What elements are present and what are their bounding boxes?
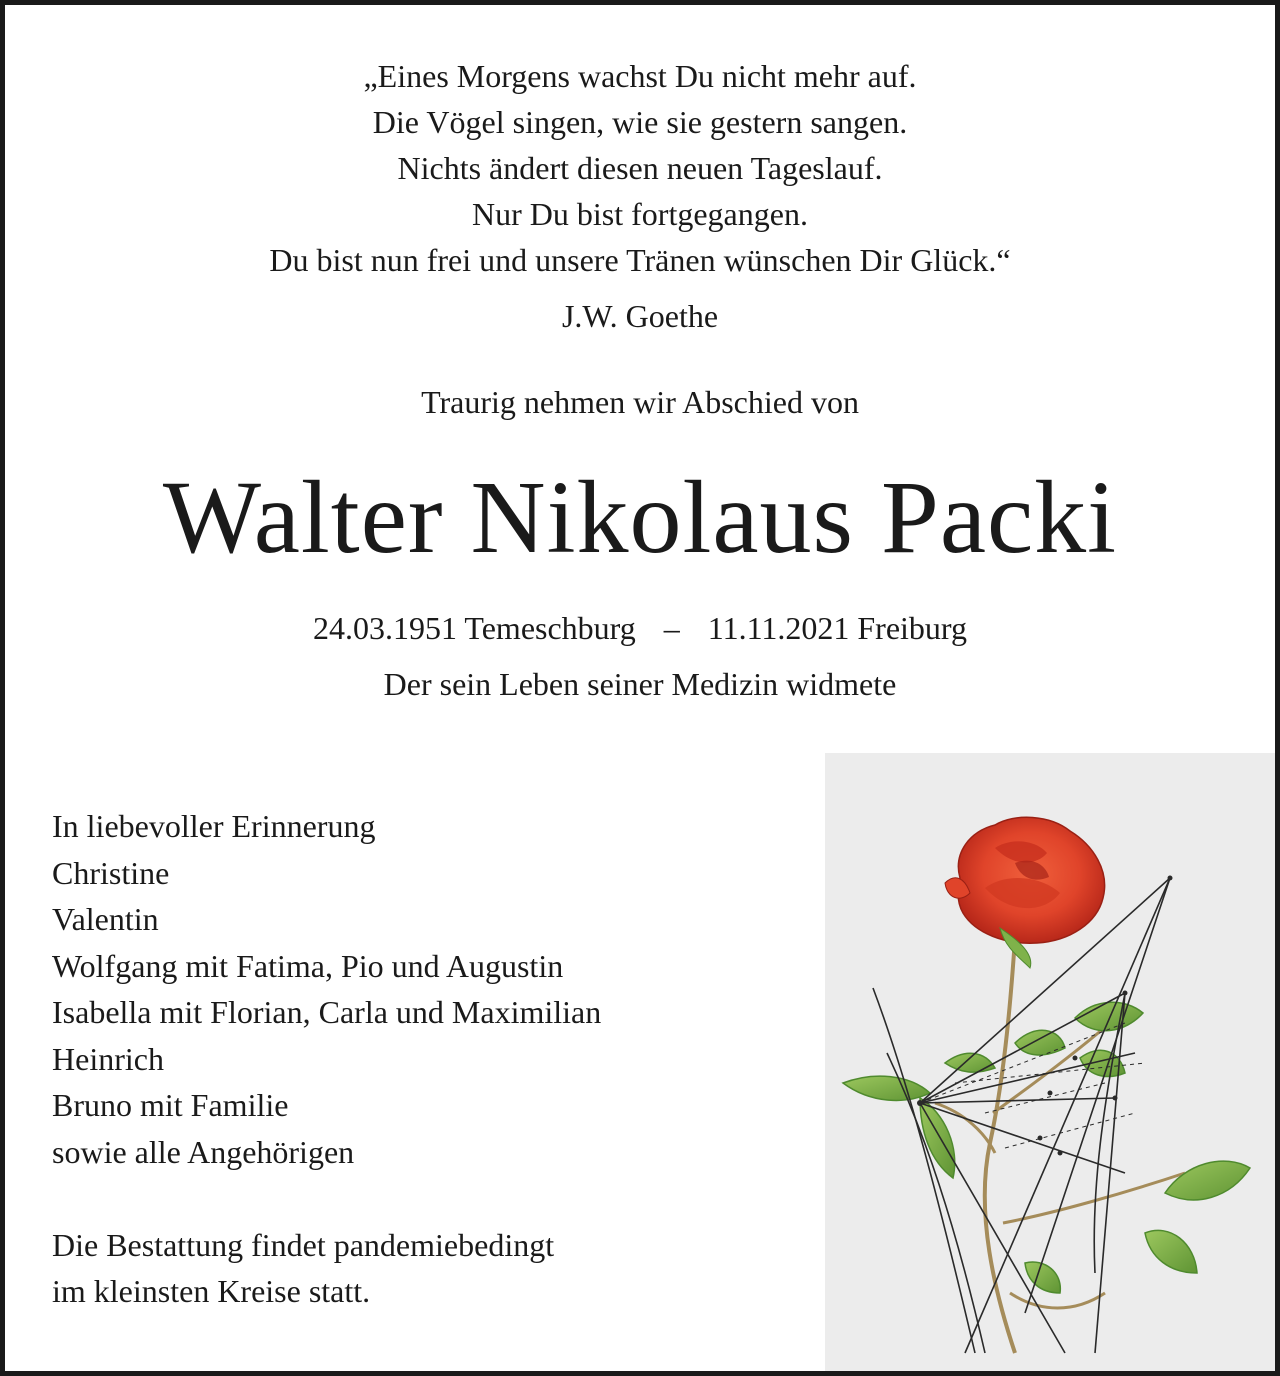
birth-date-place: 24.03.1951 Temeschburg	[312, 610, 636, 646]
deceased-name: Walter Nikolaus Packi	[162, 460, 1118, 575]
date-separator: –	[663, 610, 680, 646]
mourner-line: Christine	[52, 854, 170, 891]
mourner-line: Heinrich	[52, 1040, 164, 1077]
rose-drawing-icon	[825, 753, 1275, 1371]
mourner-line: Bruno mit Familie	[52, 1087, 289, 1123]
death-date-place: 11.11.2021 Freiburg	[707, 610, 967, 646]
dedication-line: Der sein Leben seiner Medizin widmete	[383, 666, 897, 702]
goethe-quote	[5, 53, 1275, 283]
mourner-line: Isabella mit Florian, Carla und Maximilian	[52, 994, 602, 1030]
quote-line: Nichts ändert diesen neuen Tageslauf.	[397, 150, 883, 186]
quote-author: J.W. Goethe	[561, 298, 719, 334]
burial-line: Die Bestattung findet pandemiebedingt	[52, 1227, 555, 1263]
burial-line: im kleinsten Kreise statt.	[52, 1273, 371, 1309]
quote-line: Nur Du bist fortgegangen.	[472, 196, 808, 232]
mourner-line: Valentin	[52, 901, 159, 937]
life-dates	[5, 605, 1275, 651]
quote-line: „Eines Morgens wachst Du nicht mehr auf.	[363, 58, 917, 94]
quote-line: Du bist nun frei und unsere Tränen wünschen Dir Glück.“	[269, 242, 1011, 278]
rose-illustration	[825, 753, 1275, 1371]
farewell-intro: Traurig nehmen wir Abschied von	[421, 384, 859, 420]
mourner-line: Wolfgang mit Fatima, Pio und Augustin	[52, 947, 564, 984]
burial-notice	[52, 1222, 554, 1314]
quote-line: Die Vögel singen, wie sie gestern sangen.	[372, 104, 908, 140]
mourners-list	[52, 803, 601, 1175]
mourner-line: In liebevoller Erinnerung	[52, 808, 376, 844]
mourner-line: sowie alle Angehörigen	[52, 1133, 355, 1170]
